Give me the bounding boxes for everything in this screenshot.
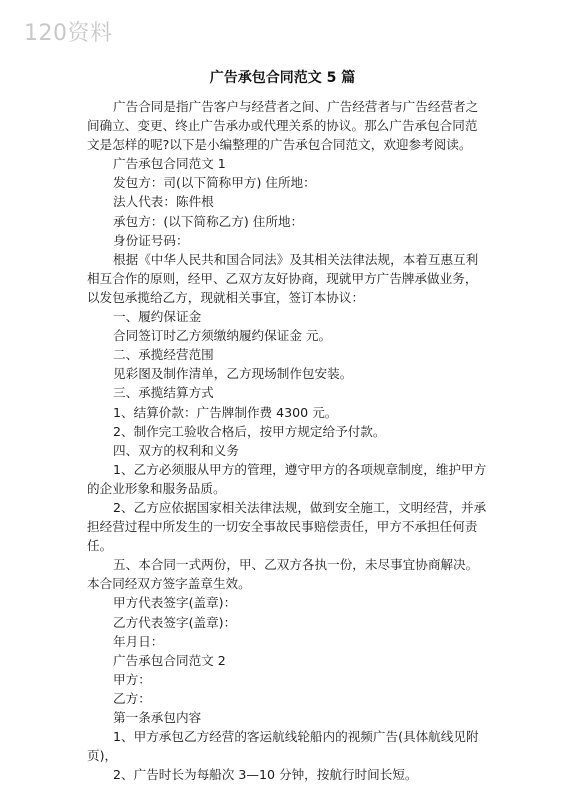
paragraph: 法人代表：陈件根 xyxy=(113,194,214,210)
paragraph: 2、乙方应依据国家相关法律法规，做到安全施工，文明经营，并承担经营过程中所发生的一切安全事故民事赔偿责任，甲方不承担任何责任。 xyxy=(87,499,487,554)
paragraph: 二、承揽经营范围 xyxy=(113,347,214,363)
paragraph: 五、本合同一式两份，甲、乙双方各执一份，未尽事宜协商解决。本合同经双方签字盖章生效。 xyxy=(87,557,479,592)
paragraph: 2、制作完工验收合格后，按甲方规定给予付款。 xyxy=(113,423,386,439)
paragraph: 三、承揽结算方式 xyxy=(113,385,214,401)
paragraph: 1、乙方必须服从甲方的管理，遵守甲方的各项规章制度，维护甲方的企业形象和服务品质。 xyxy=(87,461,487,496)
paragraph: 四、双方的权利和义务 xyxy=(113,442,239,458)
paragraph: 根据《中华人民共和国合同法》及其相关法律法规，本着互惠互利相互合作的原则，经甲、乙双方友好协商，现就甲方广告牌承做业务，以发包承揽给乙方，现就相关事宜，签订本协议： xyxy=(87,251,479,305)
paragraph: 乙方代表签字(盖章)： xyxy=(113,614,237,630)
paragraph: 见彩图及制作清单，乙方现场制作包安装。 xyxy=(113,366,353,382)
paragraph: 1、结算价款：广告牌制作费 4300 元。 xyxy=(113,404,338,420)
paragraph: 广告承包合同范文 1 xyxy=(113,156,226,172)
paragraph: 承包方：(以下简称乙方) 住所地： xyxy=(113,213,304,229)
paragraph: 发包方：司(以下简称甲方) 住所地： xyxy=(113,175,316,191)
document-title: 广告承包合同范文 5 篇 xyxy=(209,70,356,86)
paragraph: 甲方代表签字(盖章)： xyxy=(113,595,237,611)
paragraph: 乙方： xyxy=(113,690,151,706)
watermark-text: 120资料 xyxy=(24,21,113,46)
paragraph: 年月日： xyxy=(113,633,164,649)
paragraph: 合同签订时乙方须缴纳履约保证金 元。 xyxy=(113,328,332,344)
paragraph: 身份证号码： xyxy=(113,232,189,248)
paragraph: 2、广告时长为每船次 3—10 分钟，按航行时间长短。 xyxy=(113,767,418,783)
document-body xyxy=(87,97,487,784)
paragraph: 广告合同是指广告客户与经营者之间、广告经营者与广告经营者之间确立、变更、终止广告承办或代理关系的协议。那么广告承包合同范文是怎样的呢?以下是小编整理的广告承包合同范文，欢迎参考阅读。 xyxy=(87,99,479,153)
paragraph: 1、甲方承包乙方经营的客运航线轮船内的视频广告(具体航线见附页)， xyxy=(87,729,479,764)
paragraph: 甲方： xyxy=(113,671,151,687)
paragraph: 第一条承包内容 xyxy=(113,710,202,725)
paragraph: 广告承包合同范文 2 xyxy=(113,652,226,668)
paragraph: 一、履约保证金 xyxy=(113,309,202,325)
